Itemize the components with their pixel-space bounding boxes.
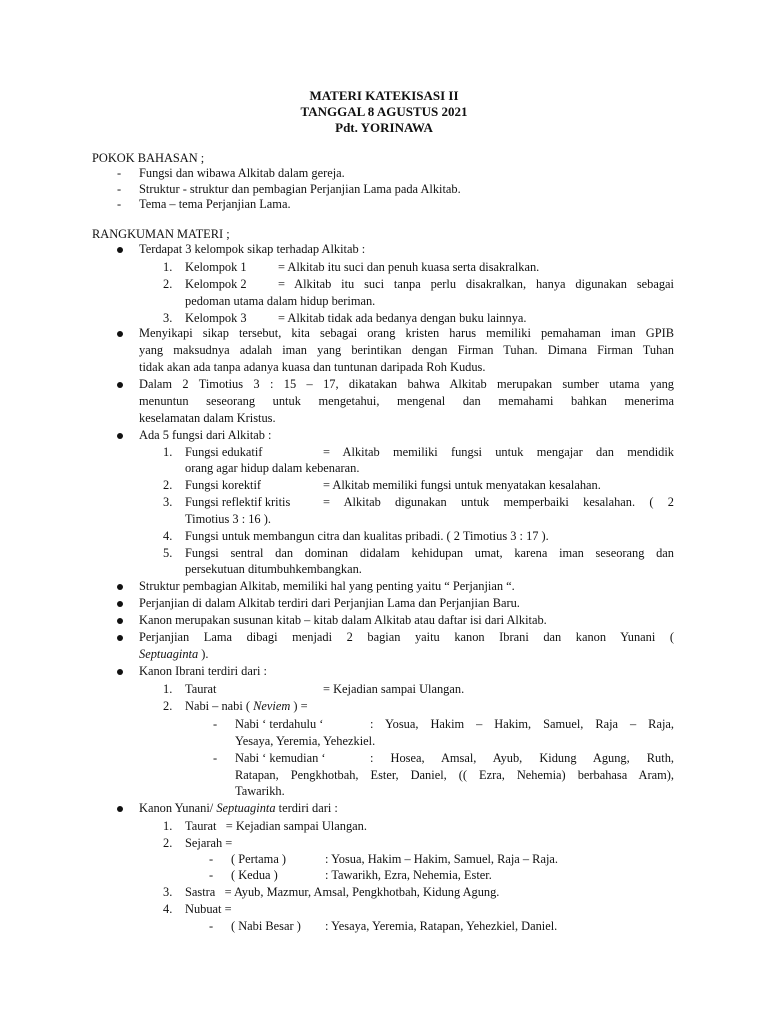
paragraph-line: Perjanjian Lama dibagi menjadi 2 bagian yaitu kanon Ibrani dan kanon Yunani ( xyxy=(139,630,674,644)
kelompok-desc: = Alkitab itu suci tanpa perlu disakralkan, hanya digunakan sebagai xyxy=(278,277,674,291)
fungsi-desc: = Alkitab memiliki fungsi untuk menyatakan kesalahan. xyxy=(323,478,601,492)
yunani-item: Sastra = Ayub, Mazmur, Amsal, Pengkhotbah, Kidung Agung. xyxy=(185,885,500,899)
dash-marker: - xyxy=(213,751,218,765)
bullet-text: Kanon merupakan susunan kitab – kitab dalam Alkitab atau daftar isi dari Alkitab. xyxy=(139,613,547,627)
nabi-label: Nabi ‘ terdahulu ‘ xyxy=(235,717,324,731)
paragraph-text: ). xyxy=(198,647,209,661)
nabi-label: Nabi ‘ kemudian ‘ xyxy=(235,751,326,765)
pokok-item: Struktur - struktur dan pembagian Perjanjian Lama pada Alkitab. xyxy=(139,182,461,196)
dash-marker: - xyxy=(213,717,218,731)
fungsi-desc: Timotius 3 : 16 ). xyxy=(185,512,271,526)
bullet-marker xyxy=(117,331,123,337)
pokok-item: Fungsi dan wibawa Alkitab dalam gereja. xyxy=(139,166,345,180)
paragraph-line: menuntun seseorang untuk mengetahui, mengenal dan memahami bahkan menerima xyxy=(139,394,674,408)
yunani-item: Nubuat = xyxy=(185,902,232,916)
dash-marker: - xyxy=(117,182,122,196)
label-text: ) = xyxy=(290,699,308,713)
rangkuman-heading: RANGKUMAN MATERI ; xyxy=(92,227,230,241)
list-number: 1. xyxy=(163,819,173,833)
bullet-marker xyxy=(117,247,123,253)
bullet-text: Struktur pembagian Alkitab, memiliki hal yang penting yaitu “ Perjanjian “. xyxy=(139,579,515,593)
fungsi-desc: = Alkitab memiliki fungsi untuk mengajar dan mendidik xyxy=(323,445,674,459)
nabi-desc: Tawarikh. xyxy=(235,784,285,798)
list-number: 3. xyxy=(163,311,173,325)
fungsi-label: Fungsi reflektif kritis xyxy=(185,495,291,509)
nubuat-label: ( Nabi Besar ) xyxy=(231,919,301,933)
fungsi-desc: = Alkitab digunakan untuk memperbaiki kesalahan. ( 2 xyxy=(323,495,674,509)
fungsi-text: persekutuan ditumbuhkembangkan. xyxy=(185,562,362,576)
label-text: Nabi – nabi ( xyxy=(185,699,254,713)
nabi-desc: Ratapan, Pengkhotbah, Ester, Daniel, (( Ezra, Nehemia) berbahasa Aram), xyxy=(235,768,674,782)
paragraph-line: Dalam 2 Timotius 3 : 15 – 17, dikatakan bahwa Alkitab merupakan sumber utama yang xyxy=(139,377,674,391)
paragraph-line xyxy=(139,646,209,662)
dash-marker: - xyxy=(117,166,122,180)
list-number: 1. xyxy=(163,260,173,274)
paragraph-line: tidak akan ada tanpa adanya kuasa dan tuntunan daripada Roh Kudus. xyxy=(139,360,486,374)
fungsi-label: Fungsi edukatif xyxy=(185,445,263,459)
kelompok-desc: = Alkitab itu suci dan penuh kuasa serta disakralkan. xyxy=(278,260,540,274)
italic-term: Septuaginta xyxy=(216,801,276,815)
dash-marker: - xyxy=(117,197,122,211)
bullet-marker xyxy=(117,382,123,388)
list-number: 2. xyxy=(163,478,173,492)
paragraph-line: keselamatan dalam Kristus. xyxy=(139,411,276,425)
dash-marker: - xyxy=(209,919,214,933)
list-number: 5. xyxy=(163,546,173,560)
pokok-item: Tema – tema Perjanjian Lama. xyxy=(139,197,291,211)
fungsi-text: Fungsi untuk membangun citra dan kualitas pribadi. ( 2 Timotius 3 : 17 ). xyxy=(185,529,549,543)
bullet-text xyxy=(139,800,338,816)
sejarah-label: ( Pertama ) xyxy=(231,852,287,866)
italic-term: Neviem xyxy=(253,699,291,713)
kanon-label xyxy=(185,698,308,714)
list-number: 1. xyxy=(163,682,173,696)
list-number: 3. xyxy=(163,495,173,509)
pokok-heading: POKOK BAHASAN ; xyxy=(92,151,205,165)
sejarah-desc: : Tawarikh, Ezra, Nehemia, Ester. xyxy=(325,868,492,882)
list-number: 3. xyxy=(163,885,173,899)
bullet-marker xyxy=(117,618,123,624)
sejarah-desc: : Yosua, Hakim – Hakim, Samuel, Raja – Raja. xyxy=(325,852,558,866)
list-number: 1. xyxy=(163,445,173,459)
paragraph-line: Menyikapi sikap tersebut, kita sebagai orang kristen harus memiliki pemahaman iman GPIB xyxy=(139,326,674,340)
list-number: 2. xyxy=(163,277,173,291)
fungsi-text: Fungsi sentral dan dominan didalam kehidupan umat, karena iman seseorang dan xyxy=(185,546,674,560)
kelompok-label: Kelompok 1 xyxy=(185,260,247,274)
bullet-marker xyxy=(117,669,123,675)
list-number: 4. xyxy=(163,529,173,543)
list-number: 2. xyxy=(163,699,173,713)
list-number: 2. xyxy=(163,836,173,850)
kanon-desc: = Kejadian sampai Ulangan. xyxy=(323,682,465,696)
bullet-text-part: terdiri dari : xyxy=(275,801,338,815)
kanon-label: Taurat xyxy=(185,682,217,696)
kelompok-label: Kelompok 2 xyxy=(185,277,247,291)
nabi-desc: Yesaya, Yeremia, Yehezkiel. xyxy=(235,734,376,748)
dash-marker: - xyxy=(209,852,214,866)
kelompok-label: Kelompok 3 xyxy=(185,311,247,325)
kelompok-desc: = Alkitab tidak ada bedanya dengan buku lainnya. xyxy=(278,311,527,325)
bullet-text: Kanon Ibrani terdiri dari : xyxy=(139,664,267,678)
paragraph-line: yang maksudnya adalah iman yang berintikan dengan Firman Tuhan. Dimana Firman Tuhan xyxy=(139,343,674,357)
nabi-desc: : Hosea, Amsal, Ayub, Kidung Agung, Ruth, xyxy=(370,751,674,765)
italic-term: Septuaginta xyxy=(139,647,199,661)
yunani-item: Taurat = Kejadian sampai Ulangan. xyxy=(185,819,367,833)
fungsi-label: Fungsi korektif xyxy=(185,478,262,492)
bullet-text: Terdapat 3 kelompok sikap terhadap Alkitab : xyxy=(139,242,366,256)
bullet-marker xyxy=(117,601,123,607)
document-title: MATERI KATEKISASI II xyxy=(309,88,459,103)
bullet-text: Ada 5 fungsi dari Alkitab : xyxy=(139,428,272,442)
bullet-marker xyxy=(117,584,123,590)
document-date: TANGGAL 8 AGUSTUS 2021 xyxy=(300,104,468,119)
nubuat-desc: : Yesaya, Yeremia, Ratapan, Yehezkiel, Daniel. xyxy=(325,919,558,933)
bullet-text-part: Kanon Yunani/ xyxy=(139,801,217,815)
bullet-text: Perjanjian di dalam Alkitab terdiri dari Perjanjian Lama dan Perjanjian Baru. xyxy=(139,596,520,610)
list-number: 4. xyxy=(163,902,173,916)
fungsi-desc: orang agar hidup dalam kebenaran. xyxy=(185,461,360,475)
bullet-marker xyxy=(117,806,123,812)
bullet-marker xyxy=(117,433,123,439)
sejarah-label: ( Kedua ) xyxy=(231,868,278,882)
nabi-desc: : Yosua, Hakim – Hakim, Samuel, Raja – Raja, xyxy=(370,717,674,731)
bullet-marker xyxy=(117,635,123,641)
document-author: Pdt. YORINAWA xyxy=(335,120,433,135)
kelompok-desc: pedoman utama dalam hidup beriman. xyxy=(185,294,376,308)
dash-marker: - xyxy=(209,868,214,882)
yunani-item: Sejarah = xyxy=(185,836,233,850)
